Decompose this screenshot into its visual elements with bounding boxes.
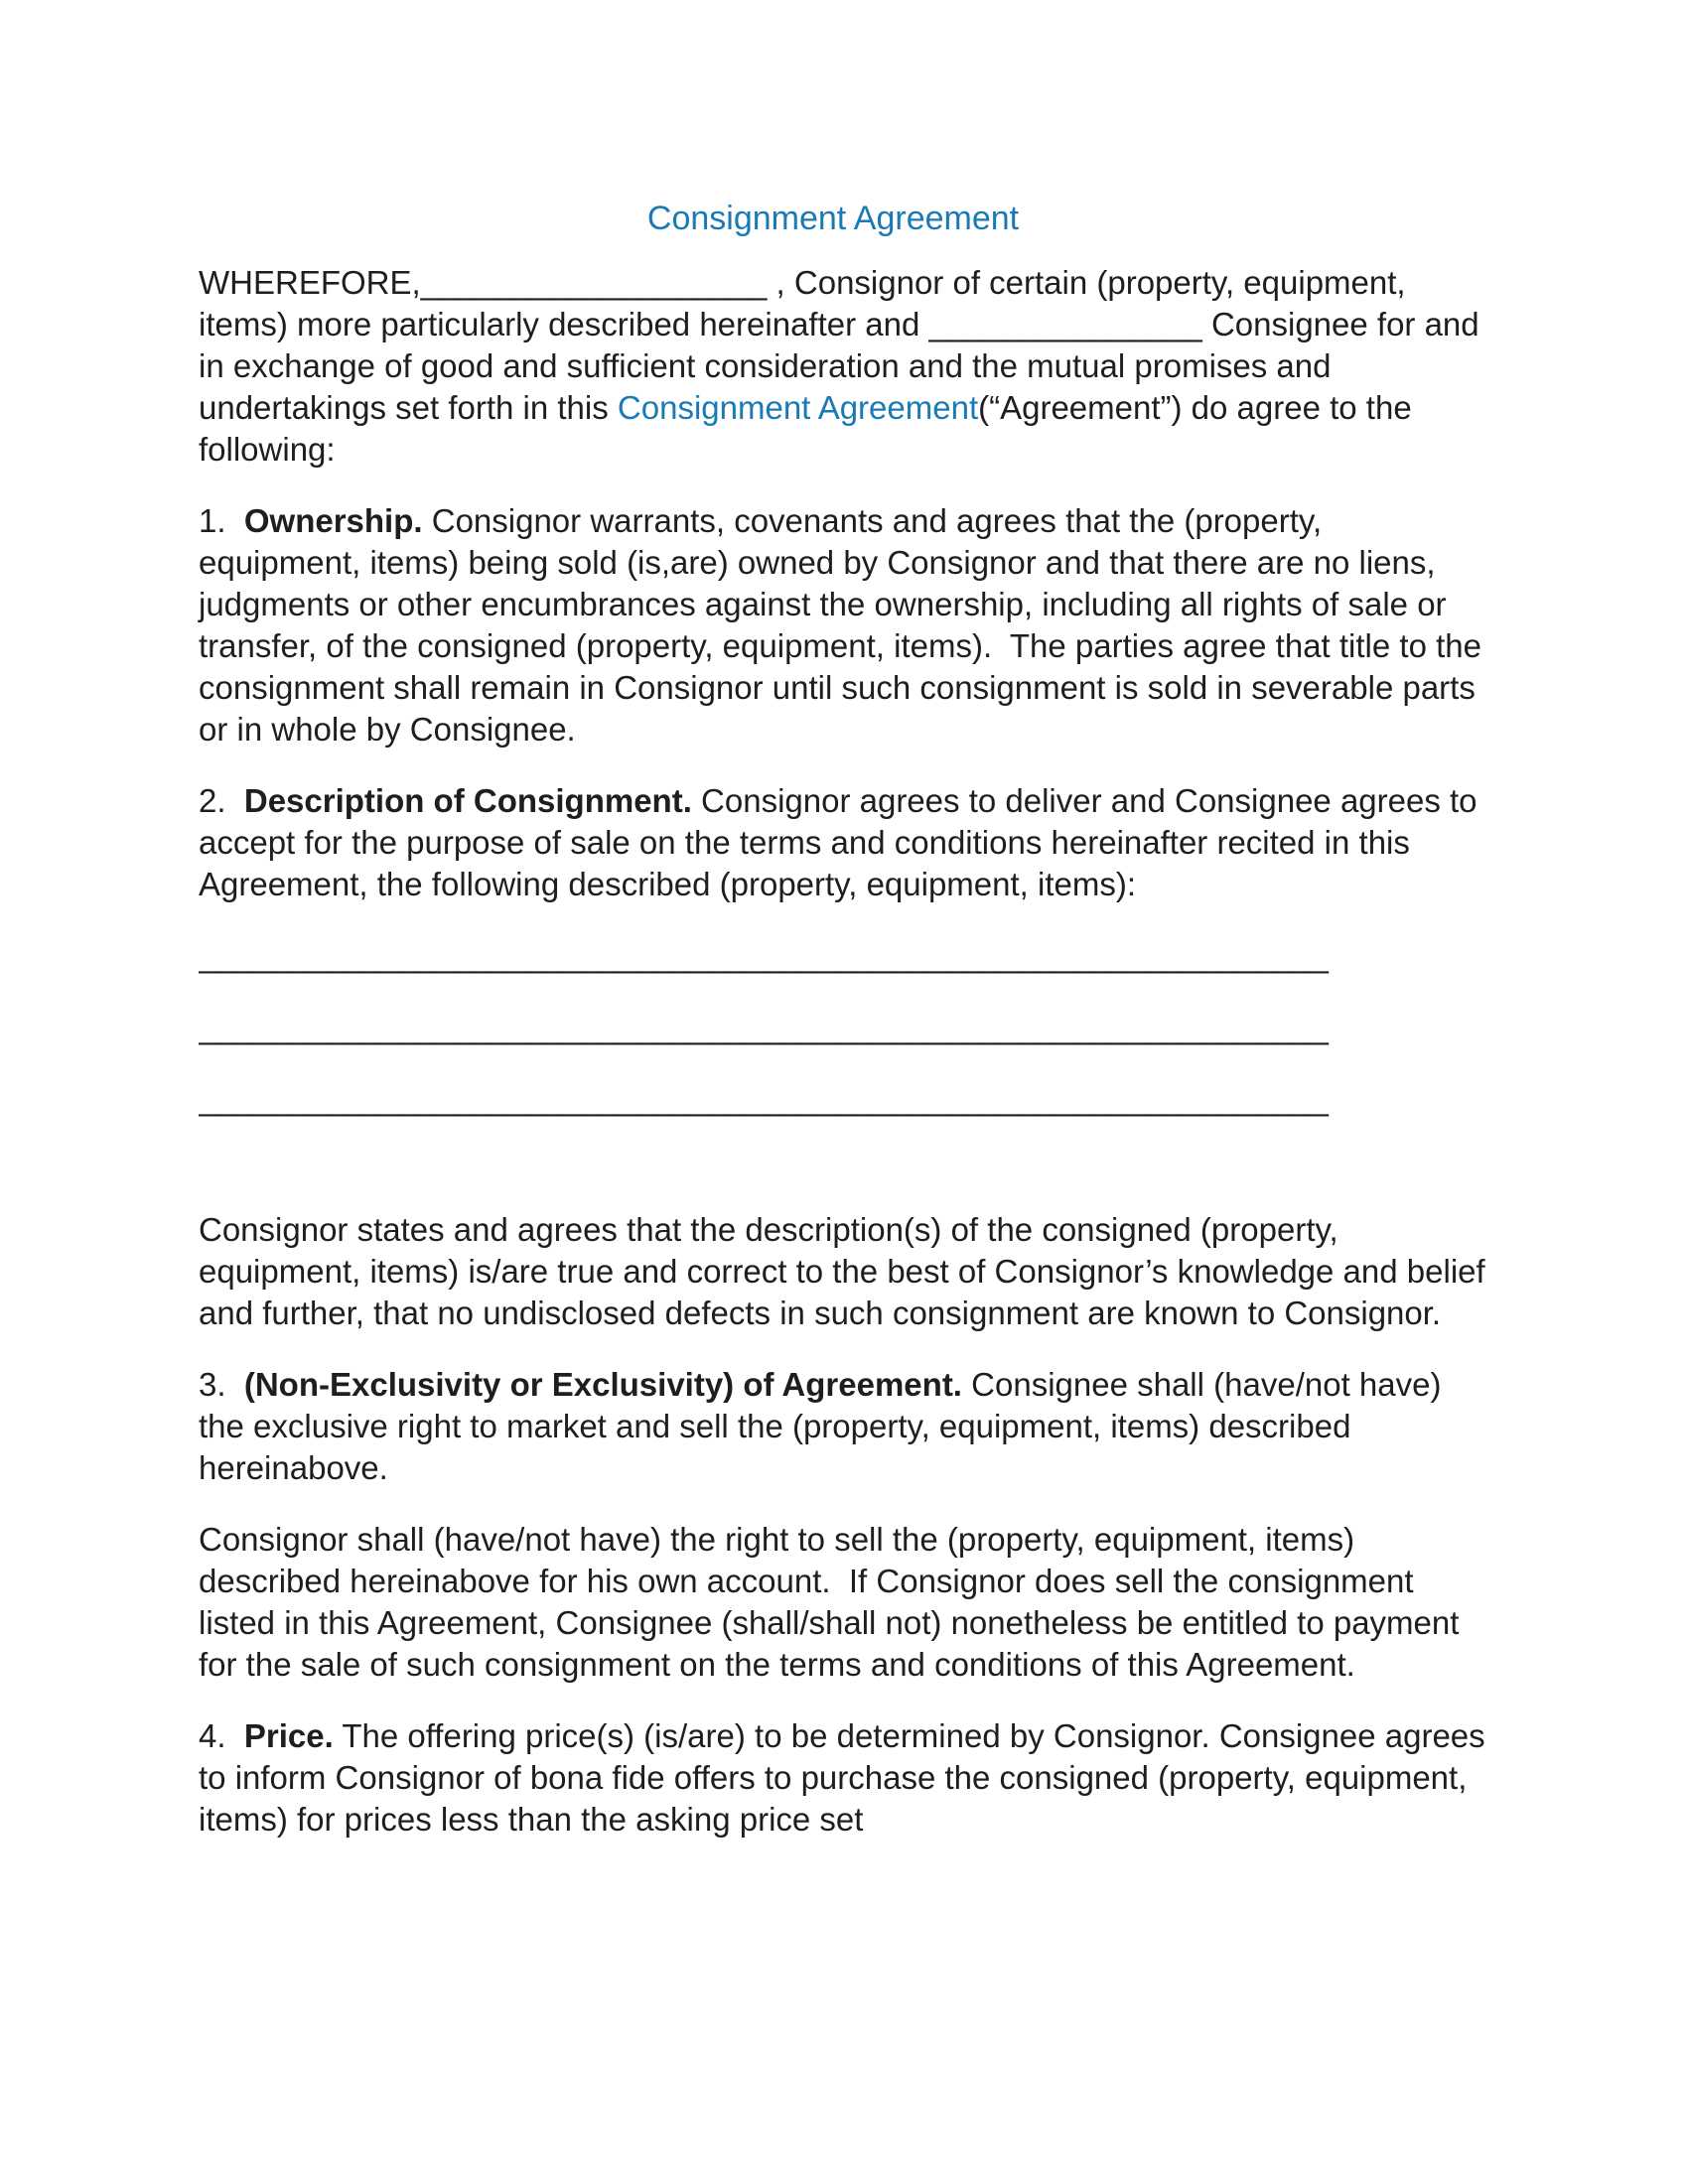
section-text: The offering price(s) (is/are) to be determined by Consignor. Consignee agrees to inform Consignor of bona fide offers to purchase the consigned (property, equipment, items) for prices less than the asking price set xyxy=(199,1717,1494,1838)
section-text: Consignee shall (have/not have) the exclusive right to market and sell the (property, equipment, items) described hereinabove. xyxy=(199,1366,1451,1486)
intro-paragraph xyxy=(199,262,1489,471)
section-ownership xyxy=(199,500,1489,751)
blank-line[interactable]: ______________________________________________________________ xyxy=(199,1009,1329,1045)
section-exclusivity xyxy=(199,1364,1489,1489)
section-heading: Price. xyxy=(243,1717,334,1754)
section-number: 1. xyxy=(199,502,244,539)
description-blank-lines xyxy=(199,935,1489,1120)
section-heading: Ownership. xyxy=(243,502,423,539)
description-statement: Consignor states and agrees that the description(s) of the consigned (property, equipment, items) is/are true and correct to the best of Consignor’s knowledge and belief and further, that no undisclosed defects in such consignment are known to Consignor. xyxy=(199,1211,1494,1331)
section-description xyxy=(199,780,1489,905)
section-number: 2. xyxy=(199,782,244,819)
document-title: Consignment Agreement xyxy=(646,200,1020,237)
section-price xyxy=(199,1715,1494,1841)
section-text: Consignor warrants, covenants and agrees that the (property, equipment, items) being sold (is,are) owned by Consignor and that there are no liens, judgments or other encumbrances against the ownership, including all rights of sale or transfer, of the consigned (property, equipment, items). The parties agree that title to the consignment shall remain in Consignor until such consignment is sold in severable parts or in whole by Consignee. xyxy=(199,502,1491,748)
exclusivity-paragraph: Consignor shall (have/not have) the right to sell the (property, equipment, items) described hereinabove for his own account. If Consignor does sell the consignment listed in this Agreement, Consignee (shall/shall not) nonetheless be entitled to payment for the sale of such consignment on the terms and conditions of this Agreement. xyxy=(199,1521,1469,1683)
blank-line[interactable]: ______________________________________________________________ xyxy=(199,1080,1329,1117)
blank-line[interactable]: ______________________________________________________________ xyxy=(199,937,1329,974)
section-text: Consignor agrees to deliver and Consignee agrees to accept for the purpose of sale on the terms and conditions hereinafter recited in this Agreement, the following described (property, equipment, items): xyxy=(199,782,1486,902)
section-heading: (Non-Exclusivity or Exclusivity) of Agreement. xyxy=(243,1366,962,1403)
section-number: 4. xyxy=(199,1717,244,1754)
intro-text: WHEREFORE,___________________ , Consignor of certain (property, equipment, items) more particularly described hereinafter and _______________ Consignee for and in exchange of good and sufficient consideration and the mutual promises and undertakings set forth in this xyxy=(199,264,1488,426)
section-heading: Description of Consignment. xyxy=(243,782,692,819)
agreement-link[interactable]: Consignment Agreement xyxy=(617,389,979,426)
intro-text-end: (“Agreement”) do agree to the following: xyxy=(199,389,1421,468)
section-number: 3. xyxy=(199,1366,244,1403)
document-page xyxy=(199,195,1494,1870)
